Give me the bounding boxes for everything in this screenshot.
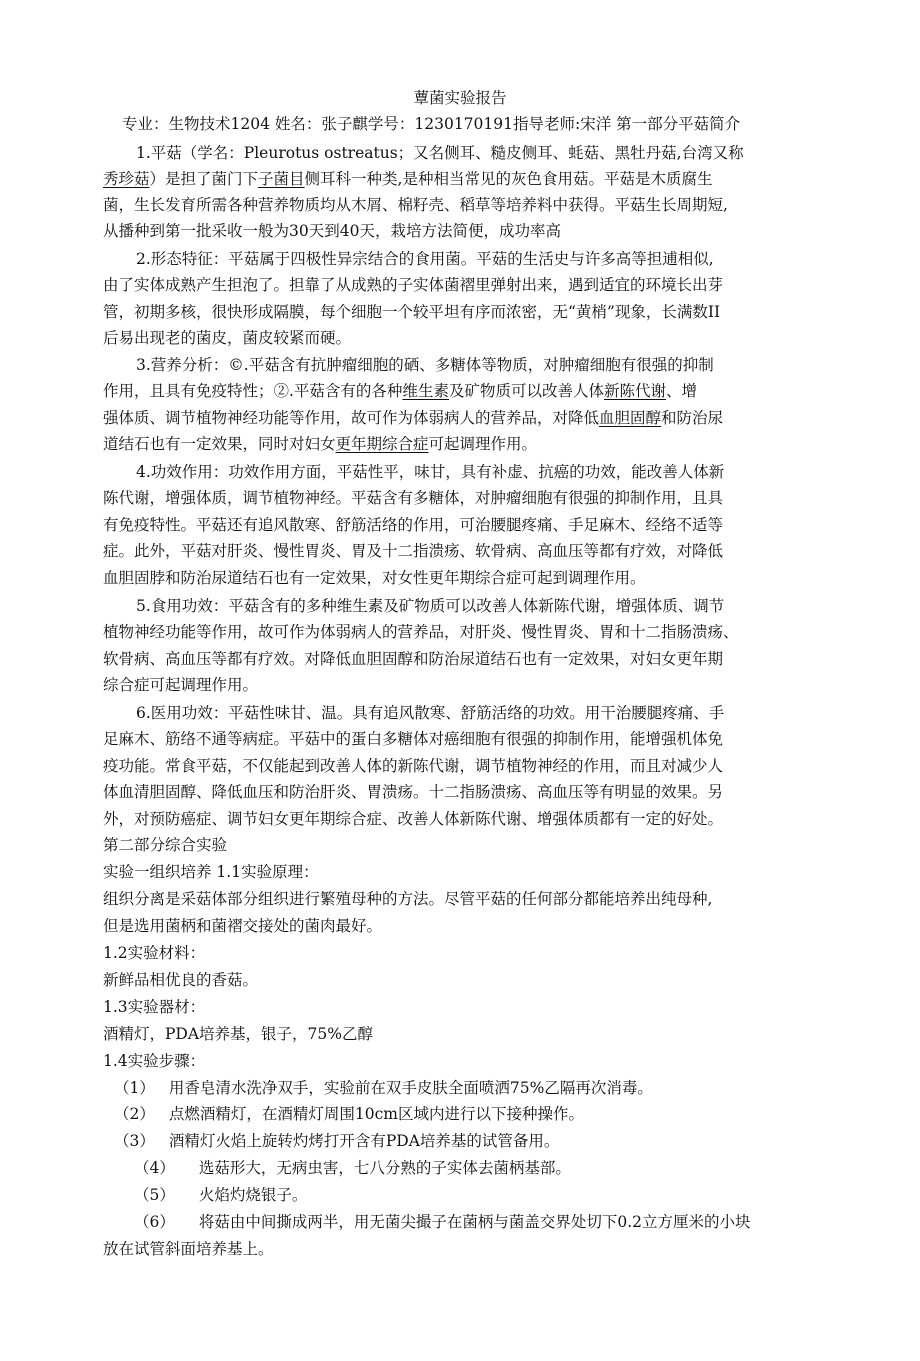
p5-line-2: 植物神经功能等作用，故可作为体弱病人的营养品，对肝炎、慢性胃炎、胃和十二指肠溃疡、 <box>103 623 739 641</box>
principle-line-2: 但是选用菌柄和菌褶交接处的菌肉最好。 <box>103 917 383 935</box>
p2-line-1: 2.形态特征：平菇属于四极性异宗结合的食用菌。平菇的生活史与许多高等担逋相似, <box>136 250 714 268</box>
p6-line-3: 疫功能。常食平菇，不仅能起到改善人体的新陈代谢，调节植物神经的作用，而且对减少人 <box>103 757 724 775</box>
step-6-continuation: 放在试管斜面培养基上。 <box>103 1240 274 1258</box>
p3-line-2: 作用，且具有免疫特性；②.平菇含有的各种维生素及矿物质可以改善人体新陈代谢、增 <box>103 382 697 400</box>
p3-line-1: 3.营养分析：©.平菇含有抗肿瘤细胞的硒、多糖体等物质，对肿瘤细胞有很强的抑制 <box>136 356 714 374</box>
p5-line-3: 软骨病、高血压等都有疗效。对降低血胆固醇和防治尿道结石也有一定效果，对妇女更年期 <box>103 650 724 668</box>
p1-link-xiuzhengu: 秀珍菇 <box>103 170 150 188</box>
p4-line-5: 血胆固脖和防治尿道结石也有一定效果，对女性更年期综合症可起到调理作用。 <box>103 569 646 587</box>
p1-line-1: 1.平菇（学名：Pleurotus ostreatus；又名侧耳、糙皮侧耳、蚝菇、黑牡丹菇,台湾又称 <box>136 144 744 162</box>
p5-line-1: 5.食用功效：平菇含有的多种维生素及矿物质可以改善人体新陈代谢，增强体质、调节 <box>136 597 725 615</box>
p4-line-1: 4.功效作用：功效作用方面，平菇性平，味甘，具有补虚、抗癌的功效，能改善人体新 <box>136 463 725 481</box>
p4-line-2: 陈代谢，增强体质，调节植物神经。平菇含有多糖体，对肿瘤细胞有很强的抑制作用，且具 <box>103 489 724 507</box>
p6-line-5: 外，对预防癌症、调节妇女更年期综合症、改善人体新陈代谢、增强体质都有一定的好处。 <box>103 810 724 828</box>
step-number: （3） <box>114 1132 155 1150</box>
p3-link-metabolism: 新陈代谢 <box>603 382 666 400</box>
step-1 <box>114 1078 653 1098</box>
p1-line-4: 从播种到第一批采收一般为30天到40天，栽培方法简便，成功率高 <box>103 222 561 240</box>
step-2 <box>114 1104 584 1124</box>
exp1-heading: 实验一组织培养 1.1实验原理： <box>103 863 319 881</box>
p1-line-2: 秀珍菇）是担了菌门下子菌目侧耳科一种类,是种相当常见的灰色食用菇。平菇是木质腐生 <box>103 170 713 188</box>
p2-line-3: 管，初期多核，很快形成隔膜，每个细胞一个较平坦有序而浓密，无“黄梢”现象，长满数II <box>103 303 721 321</box>
equipment-heading: 1.3实验器材： <box>103 998 206 1016</box>
part2-heading: 第二部分综合实验 <box>103 836 228 854</box>
p3-link-cholesterol: 血胆固醇 <box>599 409 662 427</box>
step-number: （5） <box>134 1186 175 1204</box>
p4-line-4: 症。此外，平菇对肝炎、慢性胃炎、胃及十二指溃疡、软骨病、高血压等都有疗效，对降低 <box>103 542 724 560</box>
step-4 <box>134 1158 571 1178</box>
materials-text: 新鲜品相优良的香菇。 <box>103 971 259 989</box>
step-number: （1） <box>114 1079 155 1097</box>
report-title: 蕈菌实验报告 <box>413 89 507 107</box>
p2-line-4: 后易出现老的菌皮，菌皮较紧而硬。 <box>103 329 352 347</box>
step-number: （4） <box>134 1159 175 1177</box>
p3-line-3: 强体质、调节植物神经功能等作用，故可作为体弱病人的营养品，对降低血胆固醇和防治尿 <box>103 409 724 427</box>
p6-line-1: 6.医用功效：平菇性味甘、温。具有追风散寒、舒筋活络的功效。用干治腰腿疼痛、手 <box>136 704 725 722</box>
step-text: 选菇形大，无病虫害，七八分熟的子实体去菌柄基部。 <box>198 1159 571 1177</box>
step-text: 将菇由中间撕成两半，用无菌尖撮子在菌柄与菌盖交界处切下0.2立方厘米的小块 <box>198 1213 751 1231</box>
author-info-line: 专业：生物技术1204 姓名：张子麒学号：1230170191指导老师:宋洋 第一部分平菇简介 <box>122 115 741 133</box>
p3-link-vitamin: 维生素 <box>402 382 449 400</box>
p3-line-4: 道结石也有一定效果，同时对妇女更年期综合症可起调理作用。 <box>103 435 538 453</box>
step-text: 用香皂清水洗净双手，实验前在双手皮肤全面喷洒75%乙隔再次消毒。 <box>168 1079 653 1097</box>
p1-line-3: 菌，生长发育所需各种营养物质均从木屑、棉籽壳、稻草等培养料中获得。平菇生长周期短, <box>103 196 728 214</box>
step-3 <box>114 1131 559 1151</box>
materials-heading: 1.2实验材料： <box>103 944 206 962</box>
steps-heading: 1.4实验步骤： <box>103 1052 206 1070</box>
principle-line-1: 组织分离是采菇体部分组织进行繁殖母种的方法。尽管平菇的任何部分都能培养出纯母种, <box>103 890 713 908</box>
step-text: 火焰灼烧银子。 <box>198 1186 308 1204</box>
step-number: （6） <box>134 1213 175 1231</box>
p5-line-4: 综合症可起调理作用。 <box>103 676 259 694</box>
p3-link-menopause: 更年期综合症 <box>335 435 429 453</box>
equipment-text: 酒精灯，PDA培养基，银子，75%乙醇 <box>103 1025 374 1043</box>
p2-line-2: 由了实体成熟产生担泡了。担靠了从成熟的子实体菌褶里弹射出来，遇到适宜的环境长出芽 <box>103 276 724 294</box>
step-6 <box>134 1212 751 1232</box>
step-5 <box>134 1185 307 1205</box>
step-text: 酒精灯火焰上旋转灼烤打开含有PDA培养基的试管备用。 <box>168 1132 560 1150</box>
p6-line-4: 体血清胆固醇、降低血压和防治肝炎、胃溃疡。十二指肠溃疡、高血压等有明显的效果。另 <box>103 783 724 801</box>
step-text: 点燃酒精灯，在酒精灯周围10cm区域内进行以下接种操作。 <box>168 1105 584 1123</box>
p4-line-3: 有免疫特性。平菇还有追风散寒、舒筋活络的作用，可治腰腿疼痛、手足麻木、经络不适等 <box>103 516 724 534</box>
p6-line-2: 足麻木、筋络不通等病症。平菇中的蛋白多糖体对癌细胞有很强的抑制作用，能增强机体免 <box>103 730 724 748</box>
step-number: （2） <box>114 1105 155 1123</box>
p1-link-zijunmu: 子菌目 <box>258 170 305 188</box>
